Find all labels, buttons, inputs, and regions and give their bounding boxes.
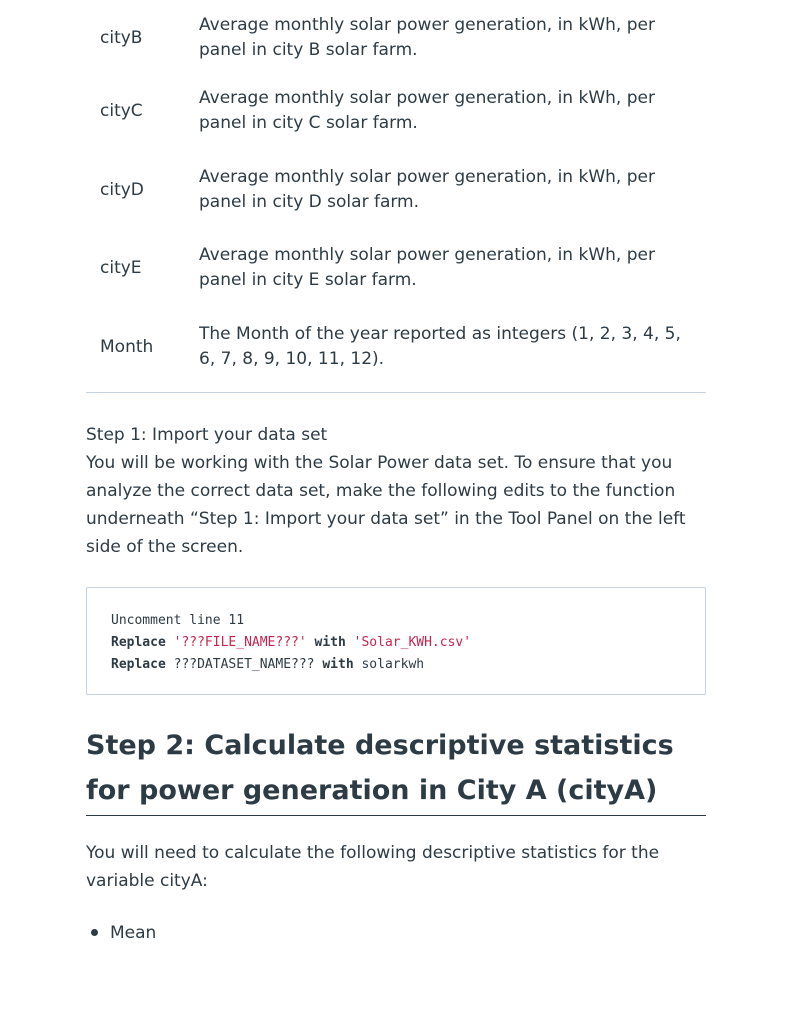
variable-description: Average monthly solar power generation, in kWh, per panel in city D solar farm. [199,166,655,212]
code-keyword: Replace [111,657,166,673]
variable-description: Average monthly solar power generation, in kWh, per panel in city E solar farm. [199,245,655,291]
variable-table [86,4,706,393]
variable-name: cityE [100,258,142,279]
code-keyword: with [314,635,346,651]
list-item-label: Mean [110,922,157,943]
list-item [86,919,706,947]
step2-heading: Step 2: Calculate descriptive statistics for power generation in City A (cityA) [86,723,706,816]
code-block [86,587,706,695]
variable-row [86,4,706,72]
code-string: 'Solar_KWH.csv' [353,635,472,651]
code-text: Uncomment line 11 [111,613,245,629]
variable-name: cityD [100,179,144,200]
step1-body: You will be working with the Solar Power data set. To ensure that you analyze the correct data set, make the following edits to the function underneath “Step 1: Import your data set” in the Tool Panel on the left side of the screen. [86,453,686,558]
variable-row [86,308,706,387]
code-text: solarkwh [361,657,425,673]
variable-description: Average monthly solar power generation, in kWh, per panel in city B solar farm. [199,15,655,60]
code-keyword: with [322,657,354,673]
document-content [86,0,706,947]
code-line [111,654,681,676]
variable-name: cityC [100,101,143,122]
variable-row [86,151,706,230]
variable-row [86,229,706,308]
step2-body: You will need to calculate the following descriptive statistics for the variable cityA: [86,842,660,891]
statistics-list [86,919,706,947]
code-line [111,632,681,654]
variable-name: Month [100,337,154,358]
code-keyword: Replace [111,635,166,651]
variable-description: Average monthly solar power generation, in kWh, per panel in city C solar farm. [199,88,655,134]
code-string: '???FILE_NAME???' [173,635,307,651]
variable-name: cityB [100,28,143,48]
variable-description: The Month of the year reported as integers (1, 2, 3, 4, 5, 6, 7, 8, 9, 10, 11, 12). [199,324,681,370]
bullet-icon [91,929,98,936]
code-line [111,610,681,632]
step1-heading: Step 1: Import your data set [86,425,328,446]
code-text: ???DATASET_NAME??? [173,657,315,673]
variable-row [86,72,706,151]
